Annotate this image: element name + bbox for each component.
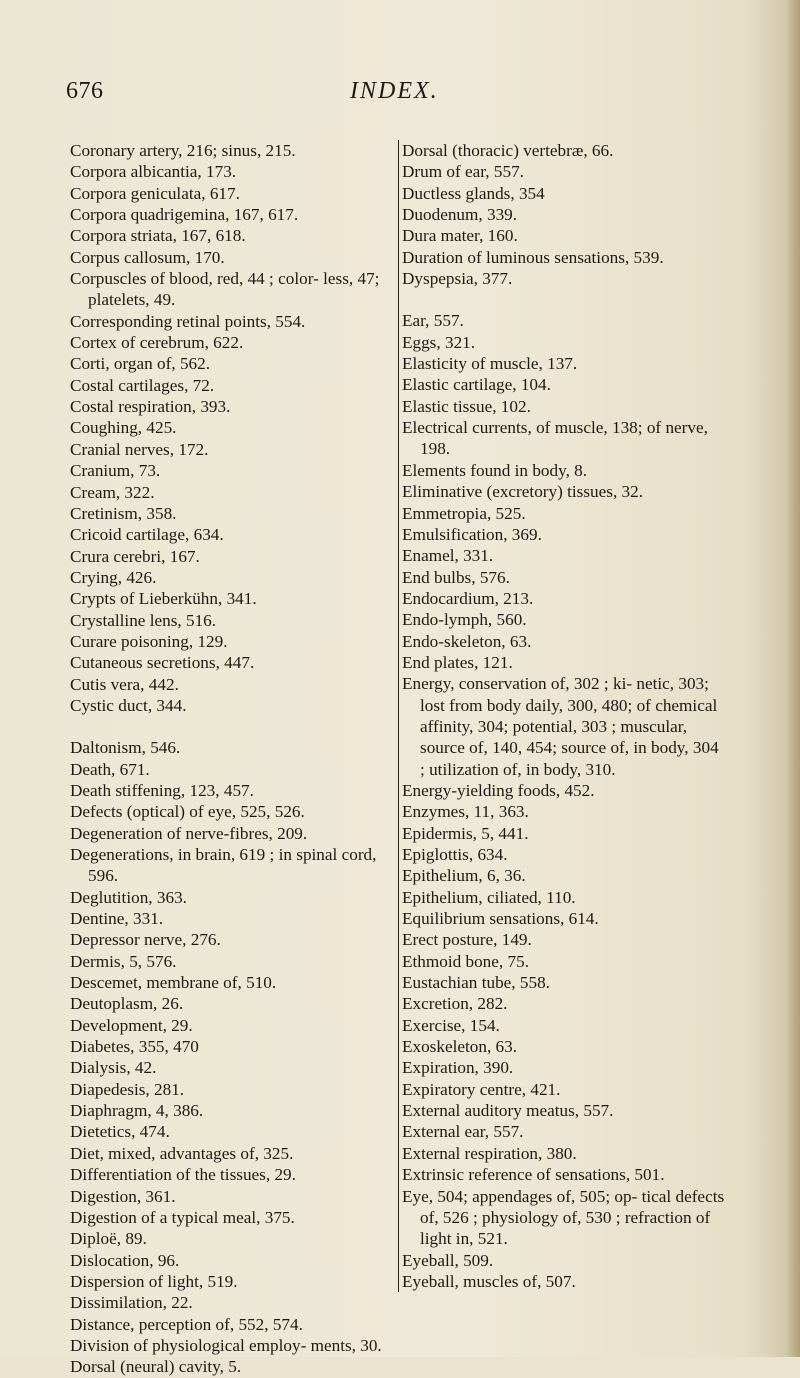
page-header xyxy=(0,78,800,118)
index-entry: Duration of luminous sensations, 539. xyxy=(402,247,664,267)
index-column-left xyxy=(70,140,390,1378)
index-entry: Extrinsic reference of sensations, 501. xyxy=(402,1165,665,1185)
index-entry: Elastic cartilage, 104. xyxy=(402,375,551,395)
index-entry: End bulbs, 576. xyxy=(402,567,510,587)
index-entry: Dyspepsia, 377. xyxy=(402,269,513,289)
running-title: INDEX. xyxy=(350,78,439,104)
letter-group-gap xyxy=(70,716,390,737)
index-entry: Ethmoid bone, 75. xyxy=(402,951,529,971)
index-entry: Depressor nerve, 276. xyxy=(70,930,221,950)
index-entry: Diapedesis, 281. xyxy=(70,1079,185,1099)
index-entry: Differentiation of the tissues, 29. xyxy=(70,1165,296,1185)
index-entry: Enamel, 331. xyxy=(402,546,494,566)
index-entry: Energy, conservation of, 302 ; ki- netic, 303; lost from body daily, 300, 480; of chemical affinity, 304; potential, 303 ; muscular, source of, 140, 454; source of, in body, 304 ; utilization of, in body, 310. xyxy=(402,674,719,779)
index-entry: Drum of ear, 557. xyxy=(402,162,524,182)
index-entry: Defects (optical) of eye, 525, 526. xyxy=(70,802,305,822)
index-entry: Eggs, 321. xyxy=(402,332,476,352)
index-entry: Death stiffening, 123, 457. xyxy=(70,780,254,800)
index-entry: Crystalline lens, 516. xyxy=(70,610,217,630)
index-entry: Costal cartilages, 72. xyxy=(70,375,215,395)
index-entry: Digestion of a typical meal, 375. xyxy=(70,1207,295,1227)
index-entry: Degeneration of nerve-fibres, 209. xyxy=(70,823,308,843)
index-entry: Corpuscles of blood, red, 44 ; color- less, 47; platelets, 49. xyxy=(70,269,380,310)
index-entry: Equilibrium sensations, 614. xyxy=(402,909,599,929)
index-entry: Cricoid cartilage, 634. xyxy=(70,525,224,545)
index-entry: Diaphragm, 4, 386. xyxy=(70,1101,204,1121)
index-entry: Expiration, 390. xyxy=(402,1058,514,1078)
index-entry: Endo-lymph, 560. xyxy=(402,610,527,630)
index-entry: Endo-skeleton, 63. xyxy=(402,631,532,651)
index-entry: Diet, mixed, advantages of, 325. xyxy=(70,1143,294,1163)
index-entry: Cranial nerves, 172. xyxy=(70,439,209,459)
index-entry: Eyeball, 509. xyxy=(402,1250,494,1270)
index-entry: Curare poisoning, 129. xyxy=(70,631,228,651)
index-entry: Crypts of Lieberkühn, 341. xyxy=(70,589,257,609)
index-entry: Degenerations, in brain, 619 ; in spinal cord, 596. xyxy=(70,845,377,886)
index-entry: Ductless glands, 354 xyxy=(402,183,545,203)
index-entry: Cream, 322. xyxy=(70,482,155,502)
index-entry: Endocardium, 213. xyxy=(402,588,534,608)
index-entry: Ear, 557. xyxy=(402,311,464,331)
index-entry: Eustachian tube, 558. xyxy=(402,973,550,993)
index-entry: External auditory meatus, 557. xyxy=(402,1101,614,1121)
index-entry: Dorsal (thoracic) vertebræ, 66. xyxy=(402,141,614,160)
index-entry: Corpus callosum, 170. xyxy=(70,247,225,267)
index-entry: Epiglottis, 634. xyxy=(402,845,508,864)
index-entry: Cretinism, 358. xyxy=(70,503,177,523)
index-entry: Cutis vera, 442. xyxy=(70,674,179,694)
page-number: 676 xyxy=(66,78,104,104)
index-entry: Crura cerebri, 167. xyxy=(70,546,200,566)
index-entry: Daltonism, 546. xyxy=(70,738,181,758)
index-entry: Electrical currents, of muscle, 138; of nerve, 198. xyxy=(402,418,708,459)
index-entry: Eyeball, muscles of, 507. xyxy=(402,1271,576,1291)
index-entry: Development, 29. xyxy=(70,1015,193,1035)
index-entry: Descemet, membrane of, 510. xyxy=(70,973,277,993)
index-entry: End plates, 121. xyxy=(402,652,513,672)
index-entry: Diabetes, 355, 470 xyxy=(70,1037,199,1057)
index-entry: Corpora quadrigemina, 167, 617. xyxy=(70,205,299,225)
index-entry: External respiration, 380. xyxy=(402,1143,577,1163)
index-entry: Dialysis, 42. xyxy=(70,1058,157,1078)
index-entry: Emulsification, 369. xyxy=(402,524,542,544)
index-entry: Coughing, 425. xyxy=(70,418,177,438)
index-entry: Elements found in body, 8. xyxy=(402,460,588,480)
index-entry: Cystic duct, 344. xyxy=(70,695,187,715)
index-entry: Exercise, 154. xyxy=(402,1015,500,1035)
index-entry: Corpora striata, 167, 618. xyxy=(70,226,246,246)
index-entry: Energy-yielding foods, 452. xyxy=(402,780,595,800)
letter-group-gap xyxy=(402,289,727,310)
index-entry: Deglutition, 363. xyxy=(70,887,187,907)
index-entry: Cortex of cerebrum, 622. xyxy=(70,333,244,353)
index-entry: Expiratory centre, 421. xyxy=(402,1079,561,1099)
index-entry: Dispersion of light, 519. xyxy=(70,1271,238,1291)
index-entry: Corresponding retinal points, 554. xyxy=(70,311,306,331)
index-entry: Elastic tissue, 102. xyxy=(402,396,531,416)
index-entry: Costal respiration, 393. xyxy=(70,397,231,417)
index-entry: Elasticity of muscle, 137. xyxy=(402,354,578,374)
index-entry: Eye, 504; appendages of, 505; op- tical defects of, 526 ; physiology of, 530 ; refraction of light in, 521. xyxy=(402,1186,725,1249)
index-entry: Dietetics, 474. xyxy=(70,1122,170,1142)
index-entry: Epithelium, 6, 36. xyxy=(402,866,526,886)
index-entry: Corpora albicantia, 173. xyxy=(70,162,237,182)
index-entry: Corpora geniculata, 617. xyxy=(70,183,240,203)
index-entry: Erect posture, 149. xyxy=(402,930,532,950)
index-entry: External ear, 557. xyxy=(402,1122,524,1142)
page-edge-shadow xyxy=(786,0,800,1357)
index-entry: Deutoplasm, 26. xyxy=(70,994,184,1014)
index-entry: Cranium, 73. xyxy=(70,461,161,481)
index-entry: Epidermis, 5, 441. xyxy=(402,823,529,843)
index-entry: Duodenum, 339. xyxy=(402,205,518,225)
index-entry: Dorsal (neural) cavity, 5. xyxy=(70,1357,242,1377)
index-entry: Death, 671. xyxy=(70,759,150,779)
index-entry: Corti, organ of, 562. xyxy=(70,354,211,374)
index-entry: Digestion, 361. xyxy=(70,1186,176,1206)
index-entry: Division of physiological employ- ments, 30. xyxy=(70,1335,382,1355)
index-entry: Dermis, 5, 576. xyxy=(70,951,177,971)
index-entry: Distance, perception of, 552, 574. xyxy=(70,1314,303,1334)
index-entry: Dissimilation, 22. xyxy=(70,1293,193,1313)
index-entry: Dentine, 331. xyxy=(70,909,164,929)
index-entry: Eliminative (excretory) tissues, 32. xyxy=(402,482,644,502)
index-entry: Epithelium, ciliated, 110. xyxy=(402,887,576,907)
index-entry: Exoskeleton, 63. xyxy=(402,1037,518,1057)
index-entry: Dislocation, 96. xyxy=(70,1250,180,1270)
index-entry: Cutaneous secretions, 447. xyxy=(70,653,255,673)
index-entry: Crying, 426. xyxy=(70,567,157,587)
index-entry: Excretion, 282. xyxy=(402,994,508,1014)
index-column-right xyxy=(398,140,727,1292)
index-entry: Enzymes, 11, 363. xyxy=(402,802,529,822)
index-entry: Coronary artery, 216; sinus, 215. xyxy=(70,141,296,160)
index-entry: Dura mater, 160. xyxy=(402,226,518,246)
index-entry: Diploë, 89. xyxy=(70,1229,147,1249)
index-entry: Emmetropia, 525. xyxy=(402,503,526,523)
